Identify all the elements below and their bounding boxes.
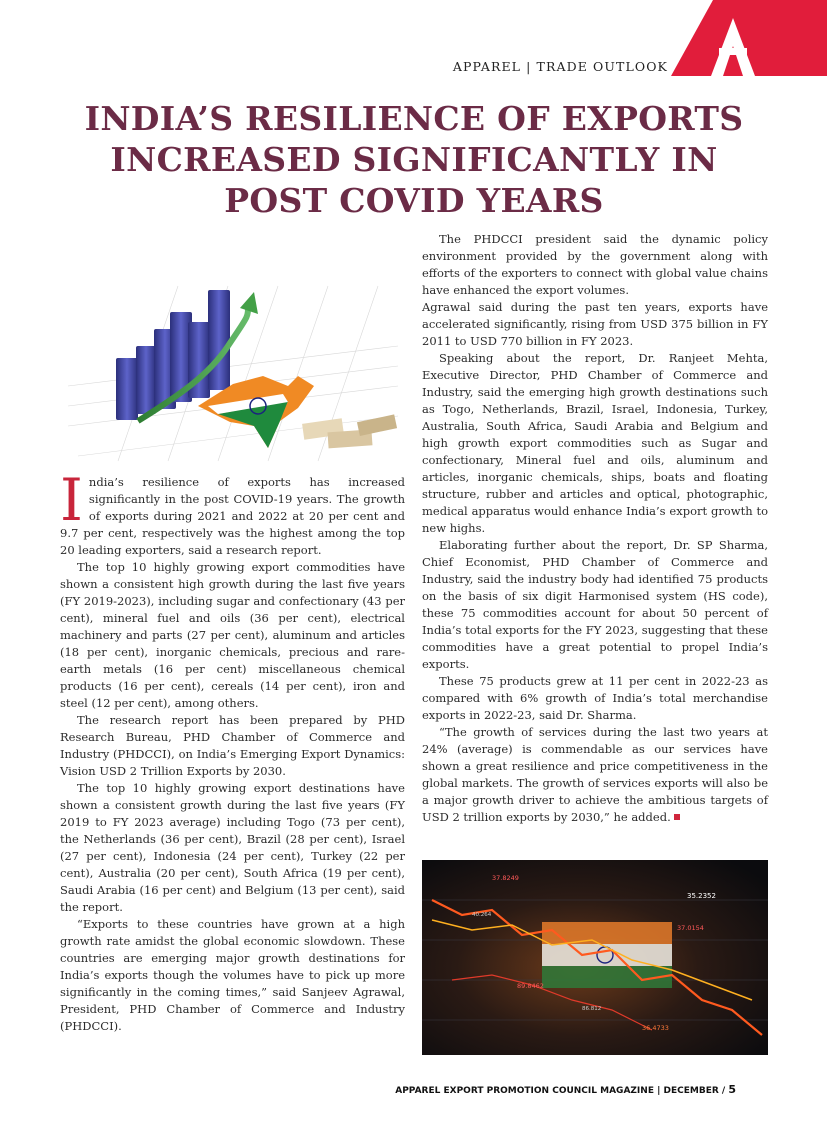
page-footer (300, 1083, 736, 1096)
market-decline-photo (422, 860, 768, 1055)
square-end-mark-icon (674, 814, 680, 820)
market-readout: 36.4733 (642, 1024, 669, 1032)
market-readout: 40.264 (472, 912, 492, 918)
article-paragraph: Agrawal said during the past ten years, exports have accelerated significantly, rising from USD 375 billion in FY 2011 to USD 770 billion in FY 2023. (422, 300, 768, 348)
drop-cap: I (60, 466, 83, 534)
market-readout: 37.0154 (677, 924, 704, 932)
article-paragraph (422, 724, 768, 826)
footer-text: APPAREL EXPORT PROMOTION COUNCIL MAGAZINE | DECEMBER / (395, 1086, 726, 1096)
article-paragraph: The top 10 highly growing export commodities have shown a consistent high growth during the last five years (FY 2019-2023), including sugar and confectionary (43 per cent), mineral fuel and oils (36 per cent), electrical machinery and parts (27 per cent), aluminum and articles (18 per cent), inorganic chemicals, precious and rare- earth metals (16 per cent) miscellaneous chemical products (16 per cent), cereals (14 per cent), iron and steel (12 per cent), among others. (60, 560, 405, 710)
market-readout: 89.8462 (517, 982, 544, 990)
article-column-right (422, 231, 768, 826)
article-paragraph: The PHDCCI president said the dynamic policy environment provided by the government along with efforts of the exporters to connect with global value chains have enhanced the export volumes. (422, 232, 768, 297)
lead-text: ndia’s resilience of exports has increased significantly in the post COVID-19 years. The growth of exports during 2021 and 2022 at 20 per cent and 9.7 per cent, respectively was the highest among the top 20 leading exporters, said a research report. (60, 475, 405, 557)
article-paragraph (60, 466, 405, 559)
article-paragraph: Speaking about the report, Dr. Ranjeet Mehta, Executive Director, PHD Chamber of Commerce and Industry, said the emerging high growth destinations such as Togo, Netherlands, Brazil, Israel, Indonesia, Turkey, Australia, South Africa, Saudi Arabia and Belgium and high growth export commodities such as Sugar and confectionary, Mineral fuel and oils, aluminum and articles, inorganic chemicals, ships, boats and floating structure, rubber and articles and optical, photographic, medical apparatus would enhance India’s export growth to new highs. (422, 351, 768, 535)
article-title: INDIA’S RESILIENCE OF EXPORTS INCREASED SIGNIFICANTLY IN POST COVID YEARS (84, 99, 744, 220)
page-number: 5 (728, 1083, 736, 1096)
article-column-left (60, 466, 405, 1035)
article-paragraph: “Exports to these countries have grown at a high growth rate amidst the global economic slowdown. These countries are emerging major growth destinations for India’s exports though the volumes have to pick up more significantly in the coming times,” said Sanjeev Agrawal, President, PHD Chamber of Commerce and Industry (PHDCCI). (60, 917, 405, 1033)
market-readout: 86.812 (582, 1006, 602, 1012)
article-paragraph: Elaborating further about the report, Dr. SP Sharma, Chief Economist, PHD Chamber of Commerce and Industry, said the industry body had identified 75 products on the basis of six digit Harmonised system (HS code), these 75 commodities account for about 50 percent of India’s total exports for the FY 2023, suggesting that these commodities have a great potential to propel India’s exports. (422, 538, 768, 671)
section-label: APPAREL | TRADE OUTLOOK (452, 59, 668, 74)
market-readout: 37.8249 (492, 874, 519, 882)
article-paragraph: The research report has been prepared by PHD Research Bureau, PHD Chamber of Commerce and Industry (PHDCCI), on India’s Emerging Export Dynamics: Vision USD 2 Trillion Exports by 2030. (60, 713, 405, 778)
market-readout: 35.2352 (687, 892, 716, 900)
article-paragraph: These 75 products grew at 11 per cent in 2022-23 as compared with 6% growth of India’s total merchandise exports in 2022-23, said Dr. Sharma. (422, 674, 768, 722)
article-paragraph: The top 10 highly growing export destinations have shown a consistent growth during the last five years (FY 2019 to FY 2023 average) including Togo (73 per cent), the Netherlands (36 per cent), Brazil (28 per cent), Israel (27 per cent), Indonesia (24 per cent), Turkey (22 per cent), Australia (20 per cent), South Africa (19 per cent), Saudi Arabia (16 per cent) and Belgium (13 per cent), said the report. (60, 781, 405, 914)
letter-a-logo-icon (671, 0, 827, 76)
closing-text: “The growth of services during the last two years at 24% (average) is commendable as our services have shown a great resilience and price competitiveness in the global markets. The growth of services exports will also be a major growth driver to achieve the ambitious targets of USD 2 trillion exports by 2030,” he added. (422, 725, 768, 824)
export-growth-illustration (58, 226, 408, 466)
